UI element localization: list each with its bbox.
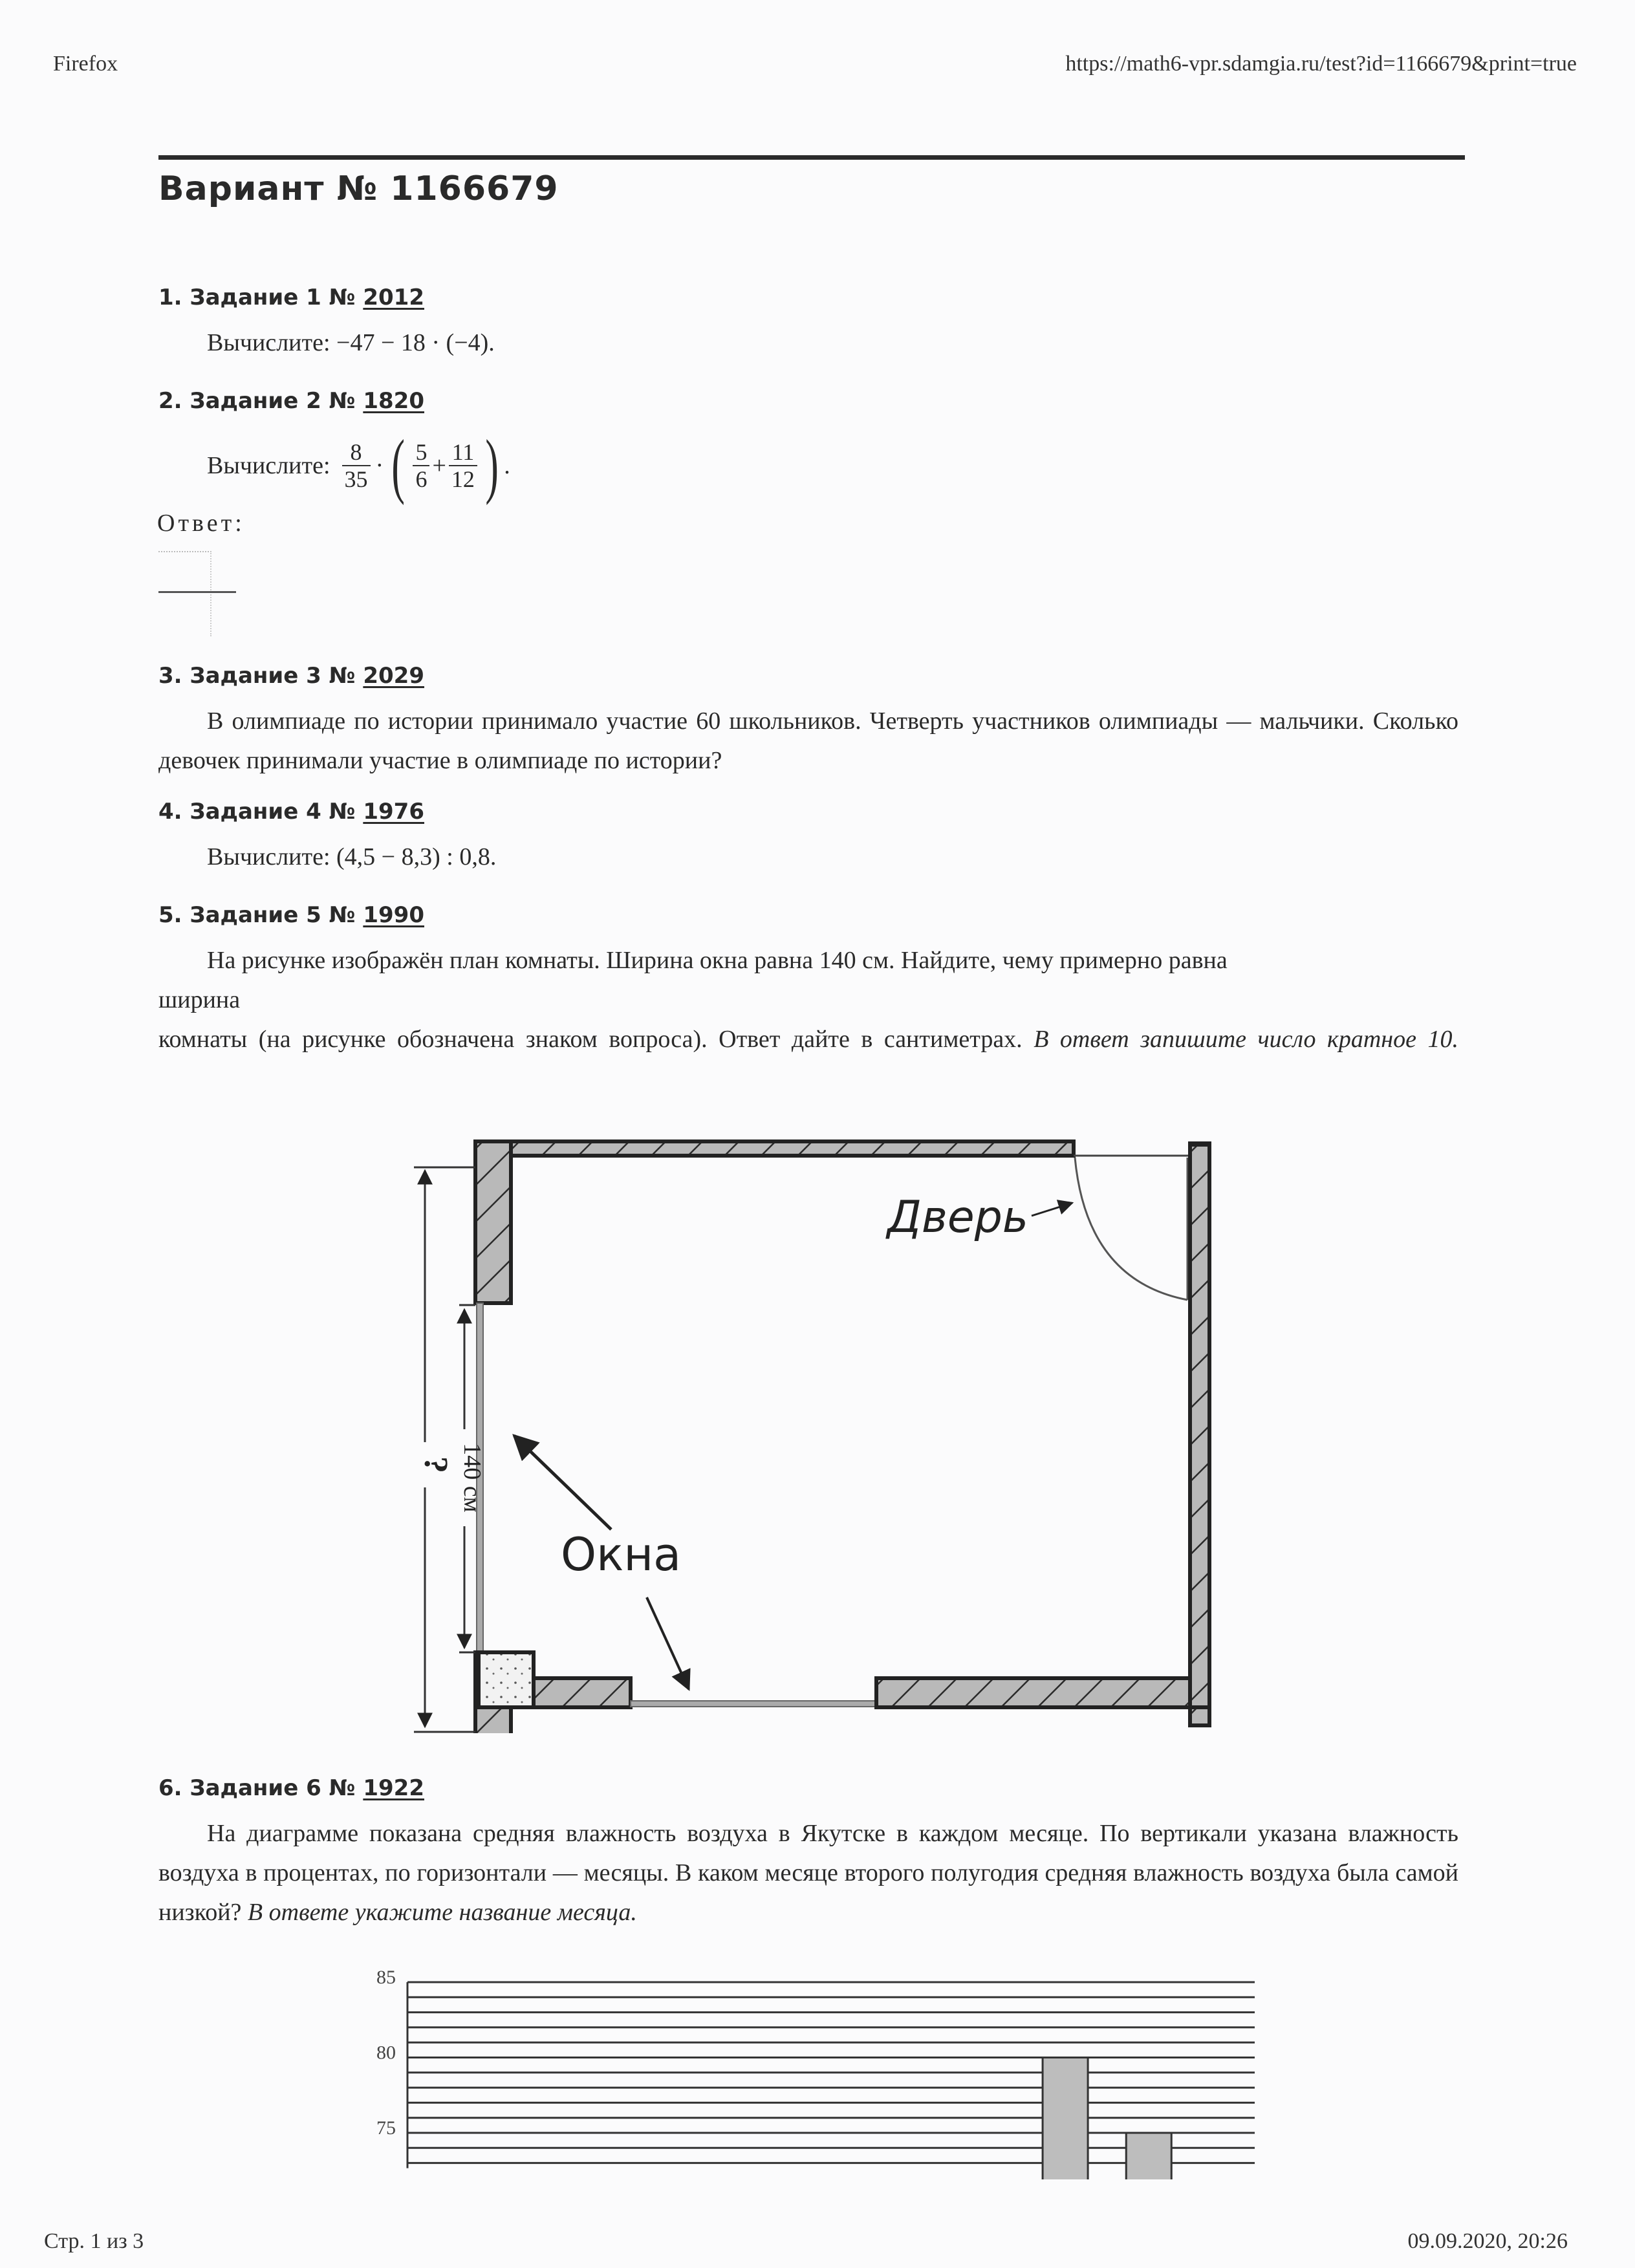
y-tick-label: 85 [376,1967,396,1988]
y-tick-label: 75 [376,2117,396,2139]
task-4-text: Вычислите: (4,5 − 8,3) : 0,8. [207,843,497,870]
fraction [413,439,429,492]
task-number-link[interactable]: 2029 [363,663,424,689]
answer-line [158,591,236,593]
wall-left-upper [475,1141,511,1303]
humidity-chart [349,1953,1268,2179]
period: . [504,451,510,479]
wall-right [1190,1143,1209,1725]
task-4-heading [158,799,424,825]
task-number-link[interactable]: 1820 [363,388,424,414]
task-heading-prefix: 6. Задание 6 № [158,1775,363,1801]
task-5-text [158,941,1458,1059]
task-3-body: В олимпиаде по истории принимало участие 60 школьников. Четверть участников олимпиады — мальчики. Сколько девочек принимали участие в олимпиаде по истории? [158,707,1458,774]
task-6-text [158,1814,1458,1932]
task-2-expression [207,427,510,504]
door-arrow [1032,1203,1072,1216]
plus-sign: + [432,451,446,479]
task-2-heading [158,388,424,414]
page-url: https://math6-vpr.sdamgia.ru/test?id=1166679&print=true [1065,52,1577,76]
task-number-link[interactable]: 1976 [363,799,424,825]
task-heading-prefix: 3. Задание 3 № [158,663,363,689]
task-heading-prefix: 2. Задание 2 № [158,388,363,414]
multiply-sign: · [375,451,384,479]
task-5-heading [158,902,424,928]
answer-input[interactable] [158,551,211,636]
task-heading-prefix: 4. Задание 4 № [158,799,363,825]
page-counter: Стр. 1 из 3 [44,2229,144,2253]
task-number-link[interactable]: 2012 [363,285,424,310]
task-5-line: ширина [158,986,241,1013]
unknown-width-label: ? [417,1456,454,1473]
task-5-instruction: В ответ запишите число кратное 10. [1034,1026,1458,1053]
print-datetime: 09.09.2020, 20:26 [1407,2229,1568,2253]
task-1-heading [158,285,424,310]
task-5-line: комнаты (на рисунке обозначена знаком вопроса). Ответ дайте в сантиметрах. [158,1026,1023,1053]
window-arrow [514,1436,611,1529]
window-width-label: 140 см [459,1443,486,1513]
task-5-line: На рисунке изображён план комнаты. Ширина окна равна 140 см. Найдите, чему примерно равна [207,947,1228,974]
task-number-link[interactable]: 1922 [363,1775,424,1801]
numerator: 8 [350,439,362,465]
left-paren: ( [391,426,406,506]
fraction [449,439,477,492]
variant-title: Вариант № 1166679 [158,169,559,208]
denominator: 6 [413,465,429,492]
right-paren: ) [485,426,499,506]
title-rule [158,155,1465,160]
task-1-text: Вычислите: −47 − 18 · (−4). [207,329,495,356]
task-heading-prefix: 5. Задание 5 № [158,902,363,928]
window-arrow [647,1597,689,1689]
chart-y-ticks [376,1967,396,2139]
door-label: Дверь [887,1192,1028,1243]
fraction [342,439,371,492]
numerator: 11 [451,439,475,465]
answer-label: Ответ: [157,510,245,537]
task-heading-prefix: 1. Задание 1 № [158,285,363,310]
windows-label: Окна [560,1528,682,1581]
humidity-bar [1043,2058,1088,2180]
wall-top [475,1141,1074,1156]
denominator: 35 [342,465,371,492]
humidity-bar [1126,2133,1171,2179]
wall-left-lower [475,1652,511,1733]
task-number-link[interactable]: 1990 [363,902,424,928]
door-arc [1075,1158,1187,1300]
task-6-body: На диаграмме показана средняя влажность воздуха в Якутске в каждом месяце. По вертикали указана влажность воздуха в процентах, по горизонтали — месяцы. В каком месяце второго полугодия средняя влажность воздуха была самой низкой? [158,1820,1458,1926]
room-plan-figure [388,1125,1229,1733]
task-6-heading [158,1775,424,1801]
denominator: 12 [449,465,477,492]
numerator: 5 [415,439,428,465]
browser-name: Firefox [53,52,118,76]
task-2-lead: Вычислите: [207,451,330,479]
task-6-instruction: В ответе укажите название месяца. [247,1899,637,1926]
y-tick-label: 80 [376,2042,396,2064]
task-3-heading [158,663,424,689]
task-3-text [158,702,1458,781]
